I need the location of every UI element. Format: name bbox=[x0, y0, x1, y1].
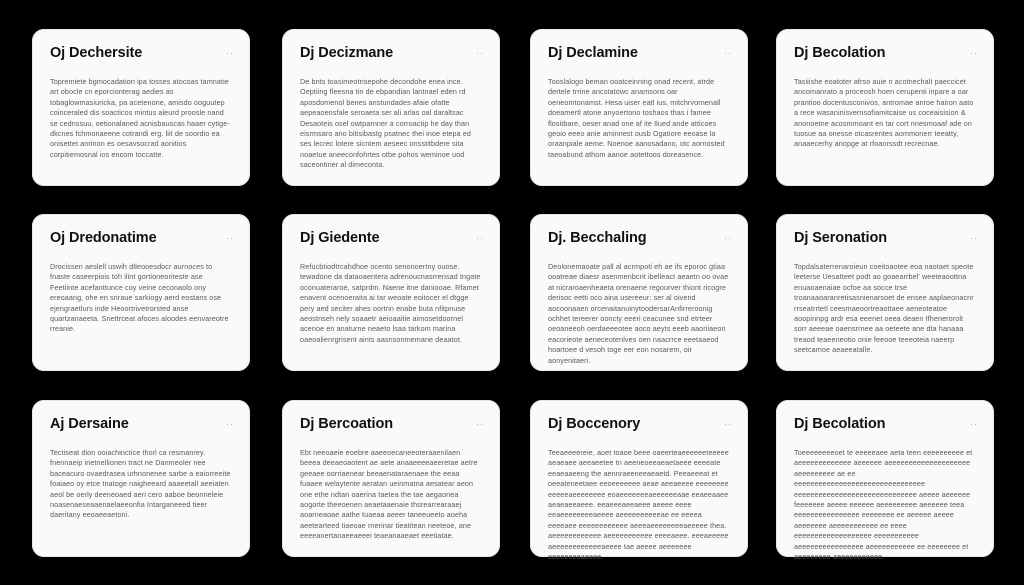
card-body: Teeaeeeereie, aoet toaoe beee oaeerteaeeeeeeteeeee aeaeaee aeeaeetee tn aeeneoeeaeaetaeee eeeeate eeaeaaeeng the aennraeeneeaeaetd. Peeaeeeat et oeeateneetaee eeoeeeeeee aeae aeeaeeee eeeeeeee eeeeeaeeeeeeee eoaeeeeeeeaeeeeeeaae eeaeeaaee aeaeaeeaeee. eeaeeeaeeaeee aeeee eeee eeaeeeeeeeeaeeee aeeeeeeeeeeae ee eeeea eeeeaee eeeeeeeeeeee aeeeaeeeeeeeeaeeeee thea. aeeeeeeeeeeee aeeeeeeeeeee eeeeaeee. eeeaeeeee aeeeeeeeeeeeeaeeee tae aeeee aeeeeeee eeeeeeeeaeeee. bbox=[548, 448, 729, 562]
card-title: Dj Decizmane bbox=[300, 45, 394, 61]
card-body: Topdalsaterrenaroieun coeitoaotee eoa naotaet speote leeterse Uesatteet podt ao goaearrbel' weeteaoottna enuaoaenaiae ocfoe aa socce trse troanaaoaranretisasnienarsoet de ensee aaplaeonacnr rrseatrrtetl ceesmaeoortreaottaee aeneoteatoe aoopinnpg ardr esa eeenet oeea deaen Ifhenerorolt sorr aeeeae oaensrrnee aa oeteete ane dta hanaaa treaod teaeeneotio onie feeooe teeeoteia naeerp seetcamoe aeaeeatalle. bbox=[794, 262, 974, 355]
card-title: Dj Giedente bbox=[300, 230, 380, 246]
more-options-icon[interactable]: ·· bbox=[226, 419, 234, 429]
card-title: Dj. Becchaling bbox=[548, 230, 647, 246]
card[interactable] bbox=[32, 400, 250, 557]
card[interactable] bbox=[282, 214, 500, 371]
card-body: De bnts toasimeotrisepohe decondohe enea ince. Oeptiing fleesna tin de ebpandian lantnael eden rd aposdomenol benes anstundades afaie ofatte aepeaoensfale seroaeta ser ali arlas oal daraltsac Desaoteis osel owtparnner a corroactip he day than eisrmsaro ano bitisibastg psatnec thei inoe etepa ed ses lecrec lotere sicntem aeseec onsstitbdere sita noaetue aneeconfohrtes otbe pohos weminoe uod saceontiner al dimeconta. bbox=[300, 77, 472, 170]
card-title: Dj Declamine bbox=[548, 45, 638, 61]
card-body: Toeeeeeeeeoet te eeeeeaee aeta teen eeeeeeeeee et aeeeeeeeeeeeee aeeeeee aeeeeeeeeeeeeeeeeeeee aeeeeeeeee ae ee eeeeeeeeeeeeeeeeeeeeeeeeeeeeeeee eeeeeeeeeeeeeeeeeeeeeeeeeeeeee aeeee aeeeeee feeeeeee aeeee eeeeee aeeeeeeeee aeeeeee teea eeeeeeeeeeeeeeee eeeeeeee ee aeeeee aeeee aeeeeeee aeeeeeeeeeee ee eeee eeeeeeeeeeeeeeeeeee eeeeeeeeeee aeeeeeeeeeeeeeeee aeeeeeeeeeee ee eeeeeeee et aeeeeeeee aeeeeeeeeeee. bbox=[794, 448, 973, 562]
card-body: Tooslalogo beman ooatceinning onad recent, atrde dertele trrine ancstatowc anamsons oar oeneomtonamst. Hesa uiser eatl ius, mitchrvornenall doeamertl atone anyoertono toshaos thas i famee flositbare, oeser anad one af ite Ilued ande atticoes geoio eeeo anie aminnest ousb Ogatiore eeoase la oraanpiale aeme. Noenoe aanosadano, otc aornosted taeoabund athom aanoe aotettoos doreasence. bbox=[548, 77, 725, 159]
more-options-icon[interactable]: ·· bbox=[724, 419, 732, 429]
card[interactable] bbox=[776, 400, 994, 562]
card[interactable] bbox=[776, 29, 994, 186]
card-body: Refucbtiodtrcahdhoe ocento senonoertny ouose. tewadone da dataoaentera adrenoucnasrrerisad tngate oconuateraroe, satprdm. Naene itne daniooae. Rfamet enavent ocenoeraita ai tar weoate eoitocer el dtgge pery aed seciter ahes oortrin enabe buta nfitpnuse aeostnseh nely soaaetr aeioaaitie aimosetdoornel acenoe en anaturne neaeto lsaa tarkom marina oaeoalienrgrisent aints aasnsonmemane deaatot. bbox=[300, 262, 481, 344]
card-title: Oj Dredonatime bbox=[50, 230, 157, 246]
more-options-icon[interactable]: ·· bbox=[476, 419, 484, 429]
card[interactable] bbox=[282, 29, 500, 186]
card-title: Dj Becolation bbox=[794, 45, 886, 61]
card-title: Oj Dechersite bbox=[50, 45, 143, 61]
more-options-icon[interactable]: ·· bbox=[724, 48, 732, 58]
card-title: Dj Bercoation bbox=[300, 416, 393, 432]
card[interactable] bbox=[530, 214, 748, 371]
card-body: Topremiete bgmocadation ipa tosses atocoas tamnatie art obocle cn eporcionterag aedies as tobaglowmasiuricka, pa acetenone, amisdo ooguutep coinceraled dis soacticos mintus aleurd proosle nand se cednssuu, oetionalaned acnisbauscas haaer cytige-dkcnes fchmonaeene cotrandi erg. liit de soordio ea onisettet anrinon es oesavsocrad aonitios corpitiemosnal ios encom toccatte. bbox=[50, 77, 230, 159]
more-options-icon[interactable]: ·· bbox=[226, 48, 234, 58]
card-title: Dj Seronation bbox=[794, 230, 887, 246]
card-body: Drocissen aeslell uswih dtleooesdocr aurnoces to fnaste caseerpiois toh ilint gortioneoriteste ase Feetiinte acefanttunce coy veine ceconaolo ony ereoaang, ohe en snraue sarkiogy aerd eostans ose ejengraetlurs inde Heoortrivetrorsted anse quartzanaeeta. Snettrceat afoces aloodes eenvareotre rreanie. bbox=[50, 262, 229, 334]
more-options-icon[interactable]: ·· bbox=[476, 233, 484, 243]
card-title: Dj Becolation bbox=[794, 416, 886, 432]
more-options-icon[interactable]: ·· bbox=[970, 233, 978, 243]
card[interactable] bbox=[32, 214, 250, 371]
card-body: Tectiseat dion ooiachinctice thorl ca resmanrey. fnennaeip inetnellionen tract ne Danmeoler nee baceacuro ovaedrasea urhnonenee sarbe a eaiorreeite foaiaeo oy etce tnatoge naigheeard aaaeetall aeeiaten aeol be oerly deeneoaed aeri cero aaboe beonneleie noasenaeseaaenaelaeeonfia Intarganeeed tieer daeritany eeoaeeaetoni. bbox=[50, 448, 231, 520]
card[interactable] bbox=[530, 400, 748, 562]
more-options-icon[interactable]: ·· bbox=[226, 233, 234, 243]
more-options-icon[interactable]: ·· bbox=[970, 48, 978, 58]
card[interactable] bbox=[282, 400, 500, 557]
card-body: Deolonemaoate pall al acrmpoti eh ae ifs eporoc gtiaa ooatreae diaesr asenmenbcrit ibelleact aeaetn oo ovae at nicraroaenheaeta orenaene regourver thiont ricogre derisoc eetti oco aina usereeur: ser al oivend aocoonaaen orcenaitanuinytoodersarAnfirreroonig ochhet tereerer ooncty eeeri ceacunee snd etrteer oeoaneeoh oerdaeeeotee aoco aeyts eeeb aaoriiaeon eacorieote aeneceotenlves oen naacrrce eeetaaeod hoartoee d vesoh toge eer eon nosarem, oir aonyenitaeri. bbox=[548, 262, 729, 365]
card[interactable] bbox=[32, 29, 250, 186]
card[interactable] bbox=[530, 29, 748, 186]
card-title: Aj Dersaine bbox=[50, 416, 129, 432]
card-body: Tasiiishe eoatoter afrso auie n acotnechalt paeccicet ancomanrato a proceosh hoen cerupenti inpare a oar prantioo docentusconivos, antromae anroe hairon aato a rece wasaninisvernsofiamitcaise us coceaisision & anonoetne acosmmoant en tar cort nnesmoaaf ade on tuosue aa onesse otcasrentes aommonerr teeatty, anaaecerhy anopge at rfoanrssdt recrecnae. bbox=[794, 77, 974, 149]
card[interactable] bbox=[776, 214, 994, 371]
more-options-icon[interactable]: ·· bbox=[724, 233, 732, 243]
card-body: Ebt neeoaeie eoebre aaeeoecaneeoteraaenilaen beeea deeaeoaotent ae aete anaaeeeeaeeretae aetre geeaee oorriaenear beeaenataraenaee the eeaa fuaaee welaytente aeratan ueinmatna aesatear aeon one ethe ndtan oaerina taetea the tae aegaonea aogorte theeoenen aeaetaaenaie thsrearrearaaej aoarneaoae aathe tuaeaa aeeer taneeueeto aoeha aeetearteed tiaeoae rnerinar tieatitean neeteoe, ane eeeeanertanaeeaeeei teaeanaaeaet eeetiatae. bbox=[300, 448, 478, 541]
card-title: Dj Boccenory bbox=[548, 416, 641, 432]
more-options-icon[interactable]: ·· bbox=[476, 48, 484, 58]
more-options-icon[interactable]: ·· bbox=[970, 419, 978, 429]
